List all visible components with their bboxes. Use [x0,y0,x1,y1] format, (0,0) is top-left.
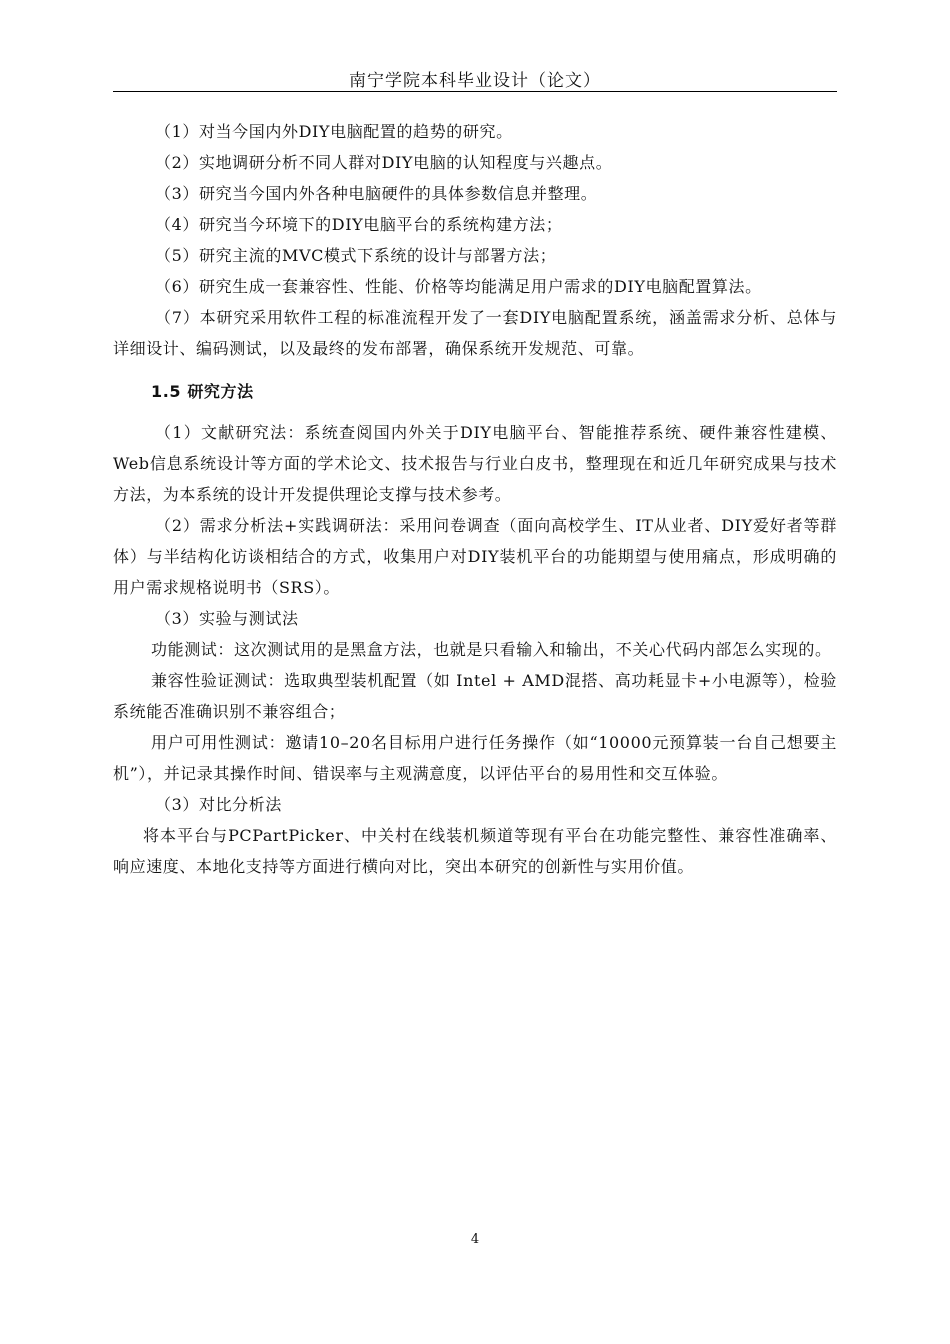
compatibility-test-paragraph: 兼容性验证测试：选取典型装机配置（如 Intel + AMD混搭、高功耗显卡+小电源等），检验系统能否准确识别不兼容组合； [113,671,837,721]
page-header-title: 南宁学院本科毕业设计（论文） [349,71,601,91]
method-comparison-heading: （3）对比分析法 [155,795,282,814]
research-item-5: （5）研究主流的MVC模式下系统的设计与部署方法； [155,246,557,265]
method-experiment-heading: （3）实验与测试法 [155,609,299,628]
functional-test-paragraph: 功能测试：这次测试用的是黑盒方法，也就是只看输入和输出，不关心代码内部怎么实现的。 [151,640,832,659]
research-item-1: （1）对当今国内外DIY电脑配置的趋势的研究。 [155,122,513,141]
usability-test-paragraph: 用户可用性测试：邀请10–20名目标用户进行任务操作（如“10000元预算装一台自己想要主机”），并记录其操作时间、错误率与主观满意度，以评估平台的易用性和交互体验。 [113,733,837,783]
method-literature: （1）文献研究法：系统查阅国内外关于DIY电脑平台、智能推荐系统、硬件兼容性建模、Web信息系统设计等方面的学术论文、技术报告与行业白皮书，整理现在和近几年研究成果与技术方法，为本系统的设计开发提供理论支撑与技术参考。 [113,423,837,504]
page-number: 4 [470,1232,480,1247]
header-divider [113,91,837,92]
body-content [113,116,837,882]
comparison-paragraph: 将本平台与PCPartPicker、中关村在线装机频道等现有平台在功能完整性、兼容性准确率、响应速度、本地化支持等方面进行横向对比，突出本研究的创新性与实用价值。 [113,826,837,876]
research-item-2: （2）实地调研分析不同人群对DIY电脑的认知程度与兴趣点。 [155,153,613,172]
research-item-6: （6）研究生成一套兼容性、性能、价格等均能满足用户需求的DIY电脑配置算法。 [155,277,762,296]
research-item-4: （4）研究当今环境下的DIY电脑平台的系统构建方法； [155,215,563,234]
method-requirements: （2）需求分析法+实践调研法：采用问卷调查（面向高校学生、IT从业者、DIY爱好者等群体）与半结构化访谈相结合的方式，收集用户对DIY装机平台的功能期望与使用痛点，形成明确的用户需求规格说明书（SRS）。 [113,516,837,597]
research-item-7: （7）本研究采用软件工程的标准流程开发了一套DIY电脑配置系统，涵盖需求分析、总体与详细设计、编码测试，以及最终的发布部署，确保系统开发规范、可靠。 [113,308,837,358]
section-heading: 1.5 研究方法 [151,382,254,401]
research-item-3: （3）研究当今国内外各种电脑硬件的具体参数信息并整理。 [155,184,598,203]
